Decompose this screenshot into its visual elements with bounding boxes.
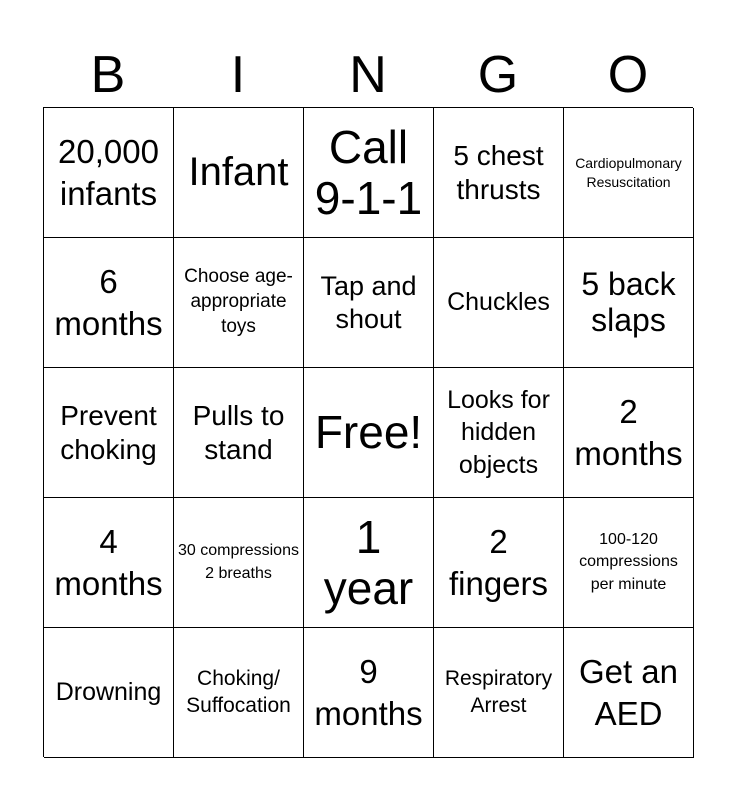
cell-text: Prevent choking [60, 399, 157, 465]
bingo-header [43, 42, 693, 108]
cell-text: 6 months [54, 263, 163, 342]
bingo-cell-r1-c2[interactable] [304, 238, 434, 368]
bingo-cell-r0-c1[interactable] [174, 108, 304, 238]
bingo-cell-r0-c2[interactable] [304, 108, 434, 238]
cell-text: Call 9-1-1 [314, 120, 423, 224]
bingo-cell-r4-c2[interactable] [304, 628, 434, 758]
bingo-cell-r0-c3[interactable] [434, 108, 564, 238]
cell-text: 20,000 infants [58, 133, 159, 212]
header-letter-n: N [349, 46, 387, 104]
bingo-cell-r3-c3[interactable] [434, 498, 564, 628]
bingo-cell-r4-c3[interactable] [434, 628, 564, 758]
bingo-cell-r1-c3[interactable] [434, 238, 564, 368]
cell-text: Respiratory Arrest [444, 667, 553, 717]
bingo-cell-r2-c4[interactable] [564, 368, 694, 498]
header-letter-g: G [477, 46, 519, 104]
bingo-cell-r3-c0[interactable] [44, 498, 174, 628]
bingo-cell-r3-c2[interactable] [304, 498, 434, 628]
bingo-cell-r3-c1[interactable] [174, 498, 304, 628]
bingo-cell-r4-c0[interactable] [44, 628, 174, 758]
cell-text: 30 compressions 2 breaths [178, 542, 299, 582]
bingo-cell-r2-c0[interactable] [44, 368, 174, 498]
bingo-cell-r4-c1[interactable] [174, 628, 304, 758]
cell-text: 2 months [574, 393, 683, 472]
cell-text: Choose age-appropriate toys [184, 266, 293, 337]
cell-text: Drowning [55, 678, 162, 707]
cell-text: Choking/ Suffocation [186, 667, 291, 717]
cell-text: Pulls to stand [192, 399, 285, 465]
bingo-cell-r3-c4[interactable] [564, 498, 694, 628]
cell-text: Cardiopulmonary Resuscitation [575, 155, 682, 190]
bingo-cell-r1-c1[interactable] [174, 238, 304, 368]
cell-text: 5 back slaps [581, 265, 676, 338]
cell-text: 1 year [323, 510, 414, 614]
bingo-cell-r0-c4[interactable] [564, 108, 694, 238]
cell-text: 4 months [54, 523, 163, 602]
cell-text: 2 fingers [448, 523, 549, 602]
bingo-cell-r0-c0[interactable] [44, 108, 174, 238]
cell-text: Tap and shout [320, 270, 417, 334]
cell-text: 9 months [314, 653, 423, 732]
bingo-cell-r4-c4[interactable] [564, 628, 694, 758]
bingo-cell-r1-c4[interactable] [564, 238, 694, 368]
header-letter-b: B [90, 46, 126, 104]
header-letter-i: I [230, 46, 246, 104]
bingo-cell-r2-c3[interactable] [434, 368, 564, 498]
cell-text: Looks for hidden objects [447, 385, 550, 479]
bingo-cell-r2-c2[interactable] [304, 368, 434, 498]
cell-text: 5 chest thrusts [453, 139, 544, 205]
bingo-cell-r1-c0[interactable] [44, 238, 174, 368]
bingo-board [43, 107, 693, 757]
cell-text: Chuckles [447, 288, 550, 317]
cell-text: Get an AED [578, 653, 679, 732]
cell-text: Free! [314, 406, 423, 459]
header-letter-o: O [607, 46, 649, 104]
cell-text: Infant [188, 149, 289, 194]
bingo-cell-r2-c1[interactable] [174, 368, 304, 498]
cell-text: 100-120 compressions per minute [579, 530, 678, 593]
